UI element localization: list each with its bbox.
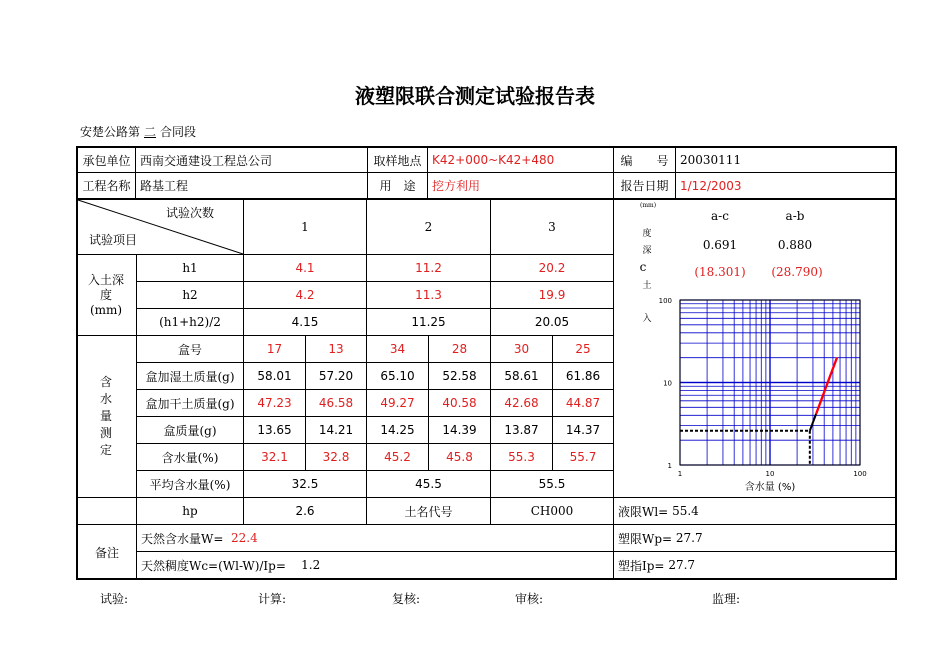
trial-1: 1 (301, 220, 309, 234)
w-4: 45.8 (446, 450, 473, 464)
date-label: 报告日期 (620, 179, 669, 193)
footer-review: 复核: (392, 592, 421, 606)
box-mass-5: 13.87 (504, 423, 539, 437)
trial-2: 2 (424, 220, 433, 234)
hp-value: 2.6 (295, 504, 315, 518)
box-mass-label: 盒质量(g) (163, 423, 217, 438)
y-label-char-4: 土 (642, 281, 652, 291)
ip-label: 塑指Ip= (618, 558, 665, 573)
ip-value: 27.7 (668, 558, 696, 572)
w-label: 含水量(%) (161, 450, 219, 465)
val-ab: 0.880 (777, 238, 813, 252)
h1-3: 20.2 (538, 261, 566, 275)
dry-4: 40.58 (442, 396, 477, 410)
w-avg-1: 32.5 (291, 477, 319, 491)
wl-value: 55.4 (672, 504, 699, 518)
x-axis-label: 含水量 (%) (744, 482, 796, 493)
res-ac: (18.301) (694, 265, 746, 279)
w-1: 32.1 (261, 450, 288, 464)
h2-2: 11.3 (415, 288, 442, 302)
box-mass-4: 14.39 (442, 423, 477, 437)
dry-1: 47.23 (257, 396, 292, 410)
box-no-6: 25 (575, 342, 591, 356)
box-mass-6: 14.37 (565, 423, 601, 437)
page-title: 液塑限联合测定试验报告表 (355, 84, 595, 108)
w-5: 55.3 (508, 450, 535, 464)
moisture-label: 含水量测定 (99, 375, 112, 457)
hp-label: hp (182, 504, 198, 518)
wet-3: 65.10 (380, 369, 415, 383)
wet-6: 61.86 (565, 369, 601, 383)
chart-plot (660, 290, 880, 495)
havg-1: 4.15 (291, 315, 319, 329)
box-no-label: 盒号 (177, 342, 202, 357)
location-value: K42+000~K42+480 (432, 153, 555, 167)
dry-2: 46.58 (318, 396, 354, 410)
wet-2: 57.20 (318, 369, 354, 383)
y-tick-label: 1 (667, 462, 672, 470)
footer-test: 试验: (100, 592, 129, 606)
date-value: 1/12/2003 (680, 178, 742, 193)
h1-2: 11.2 (415, 261, 442, 275)
wet-5: 58.61 (504, 369, 539, 383)
box-no-5: 30 (513, 342, 530, 356)
item-label: 试验项目 (88, 232, 137, 247)
plastic-limit (614, 525, 888, 551)
project-label: 工程名称 (82, 179, 131, 193)
wp-value: 27.7 (675, 531, 703, 545)
box-mass-3: 14.25 (380, 423, 415, 437)
subtitle-prefix: 安楚公路第 (80, 125, 141, 139)
dry-label: 盒加干土质量(g) (145, 396, 235, 411)
consistency-value: 1.2 (301, 558, 321, 572)
row-c-label: c (639, 260, 647, 274)
y-axis-label-vertical (640, 200, 657, 325)
col-ab: a-b (785, 209, 805, 223)
use-label: 用 途 (379, 179, 416, 193)
box-no-1: 17 (266, 342, 283, 356)
w-avg-3: 55.5 (538, 477, 566, 491)
x-tick-label: 100 (853, 470, 867, 478)
w-avg-2: 45.5 (415, 477, 442, 491)
y-label-char-3: 深 (642, 246, 652, 256)
y-label-char-5: 入 (642, 314, 652, 324)
project-value: 路基工程 (140, 179, 189, 193)
subtitle-section: 二 (144, 125, 157, 139)
wet-4: 52.58 (442, 369, 477, 383)
w-3: 45.2 (384, 450, 411, 464)
x-tick-label: 1 (677, 470, 683, 478)
wet-1: 58.01 (257, 369, 292, 383)
box-no-4: 28 (451, 342, 468, 356)
y-label-char-1: (mm) (640, 202, 657, 209)
location-label: 取样地点 (373, 153, 422, 168)
w-6: 55.7 (569, 450, 597, 464)
w-avg-label: 平均含水量(%) (149, 477, 231, 492)
soil-code-value: CH000 (530, 504, 574, 518)
y-tick-label: 10 (663, 379, 672, 388)
h1-label: h1 (182, 261, 198, 275)
res-ab: (28.790) (771, 265, 823, 279)
liquid-limit (614, 498, 888, 524)
use-value: 挖方利用 (432, 179, 481, 193)
footer-supervise: 监理: (712, 592, 741, 606)
trial-no-label: 试验次数 (165, 205, 214, 220)
contractor-value: 西南交通建设工程总公司 (140, 153, 273, 168)
natural-consistency (137, 552, 611, 578)
h2-1: 4.2 (295, 288, 315, 302)
h2-label: h2 (182, 288, 198, 302)
y-tick-label: 100 (658, 297, 672, 305)
col-ac: a-c (711, 209, 729, 223)
box-no-2: 13 (328, 342, 344, 356)
number-label: 编 号 (620, 153, 669, 168)
natural-w-label: 天然含水量W= (141, 531, 224, 546)
dry-6: 44.87 (565, 396, 601, 410)
natural-moisture (137, 525, 611, 551)
footer-calc: 计算: (258, 592, 287, 606)
trial-3: 3 (548, 220, 556, 234)
box-mass-2: 14.21 (318, 423, 354, 437)
w-2: 32.8 (322, 450, 350, 464)
wp-label: 塑限Wp= (618, 531, 673, 546)
h2-3: 19.9 (538, 288, 566, 302)
subtitle-suffix: 合同段 (160, 125, 197, 139)
remark-label: 备注 (94, 545, 119, 560)
series-line-2 (816, 358, 837, 414)
consistency-label: 天然稠度Wc=(Wl-W)/Ip= (141, 558, 286, 573)
wet-label: 盒加湿土质量(g) (145, 369, 235, 384)
number-value: 20030111 (680, 153, 742, 167)
y-label-char-2: 度 (642, 229, 652, 239)
dry-3: 49.27 (380, 396, 415, 410)
contractor-label: 承包单位 (82, 153, 131, 168)
val-ac: 0.691 (702, 238, 738, 252)
box-no-3: 34 (389, 342, 406, 356)
dry-5: 42.68 (504, 396, 539, 410)
natural-w-value: 22.4 (231, 531, 258, 545)
plasticity-index (614, 552, 888, 578)
havg-3: 20.05 (534, 315, 570, 329)
box-mass-1: 13.65 (257, 423, 292, 437)
soil-code-label: 土名代号 (404, 504, 453, 519)
h1-1: 4.1 (295, 261, 315, 275)
footer-audit: 审核: (515, 592, 544, 606)
x-tick-label: 10 (765, 470, 775, 478)
penetration-label: 入土深度(mm) (87, 272, 124, 317)
havg-label: (h1+h2)/2 (159, 315, 221, 329)
contract-section (80, 123, 196, 140)
havg-2: 11.25 (411, 315, 446, 329)
wl-label: 液限Wl= (618, 504, 669, 519)
